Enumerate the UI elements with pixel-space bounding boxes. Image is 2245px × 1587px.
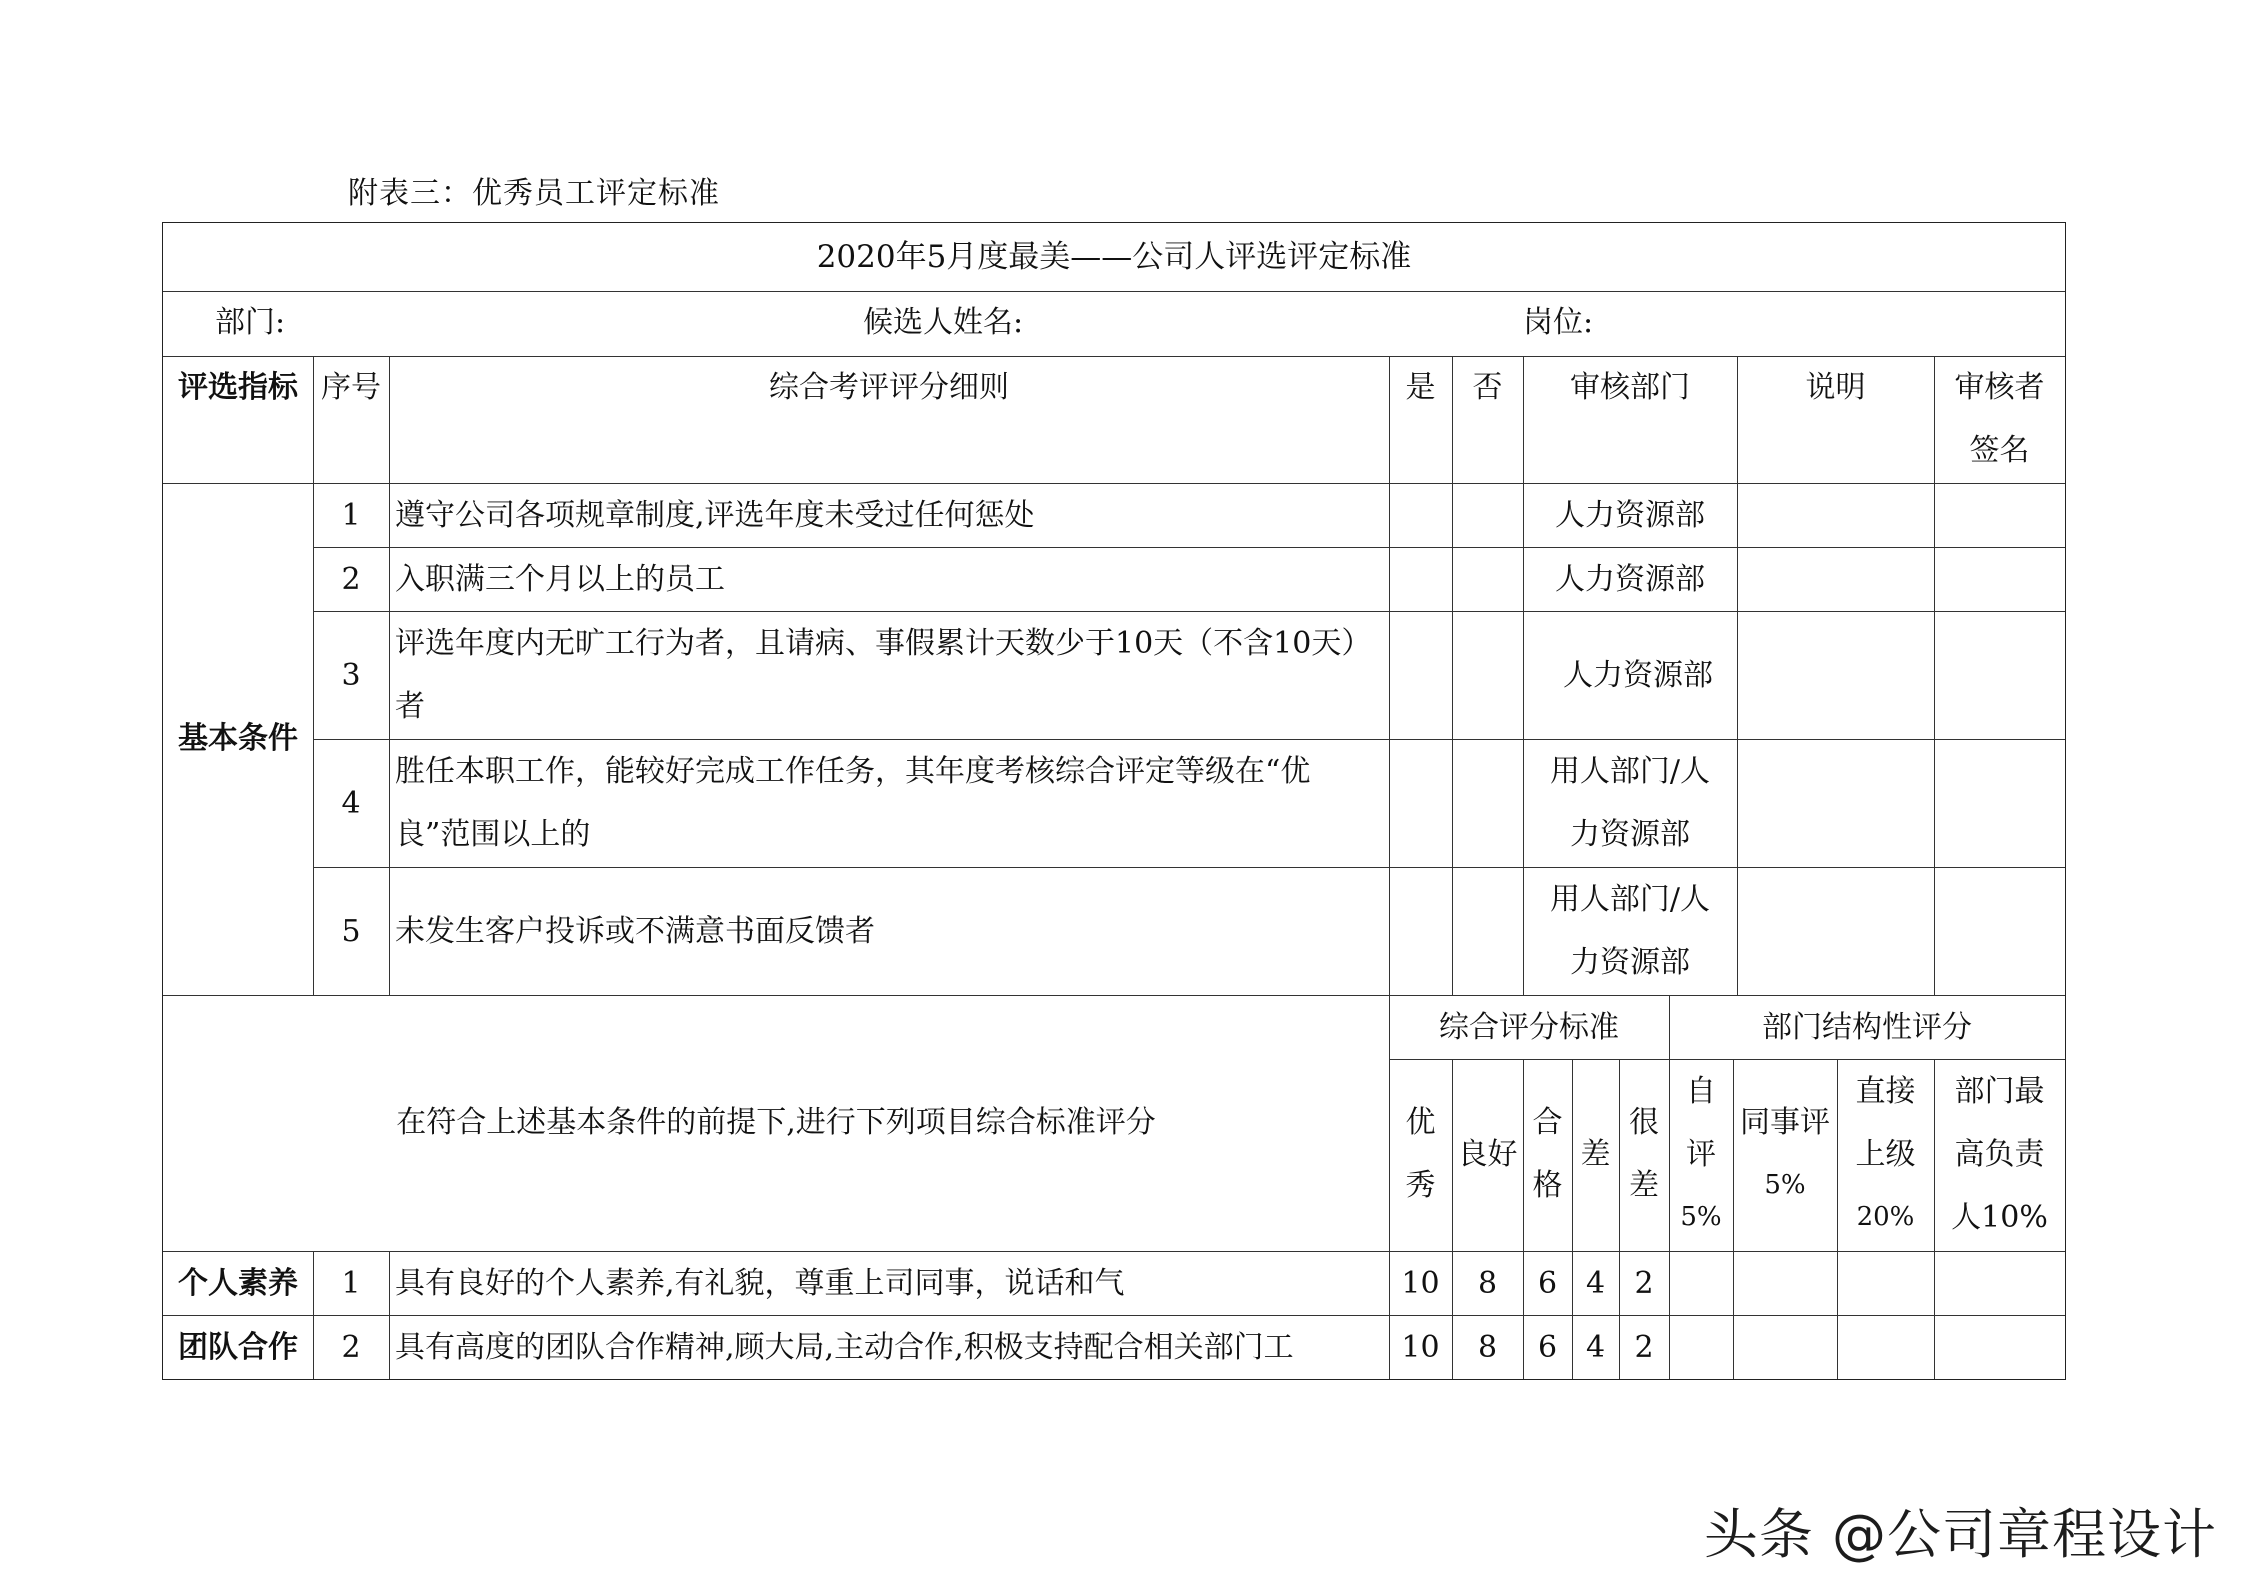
peer-eval-weight: 5%: [1764, 1170, 1806, 1200]
header-yes: 是: [1405, 370, 1436, 405]
grade-good: 良好: [1457, 1137, 1518, 1172]
review-dept-line2: 力资源部: [1570, 945, 1690, 980]
item-category: 团队合作: [178, 1330, 298, 1365]
row-divider: [163, 291, 2065, 292]
col-divider: [389, 356, 390, 995]
grade-excellent-line1: 优: [1405, 1105, 1436, 1140]
header-review-dept: 审核部门: [1570, 370, 1690, 405]
head-eval-line1: 部门最: [1954, 1074, 2045, 1109]
post-field-label: 岗位:: [1523, 305, 1594, 340]
evaluation-table: [162, 222, 2066, 1380]
boss-eval-line2: 上级: [1855, 1137, 1916, 1172]
item-text: 具有高度的团队合作精神,顾大局,主动合作,积极支持配合相关部门工: [395, 1330, 1294, 1365]
criterion-text-line2: 良”范围以上的: [395, 817, 591, 852]
criterion-text: 遵守公司各项规章制度,评选年度未受过任何惩处: [395, 498, 1035, 533]
peer-eval-line1: 同事评: [1740, 1105, 1830, 1140]
row-number: 3: [341, 658, 361, 693]
grade-very-poor-line1: 很: [1629, 1105, 1659, 1140]
review-dept-line1: 用人部门/人: [1549, 882, 1711, 917]
row-number: 1: [341, 498, 361, 533]
table-caption: 附表三：优秀员工评定标准: [348, 176, 720, 211]
row-number: 4: [341, 786, 361, 821]
head-eval-line2: 高负责: [1954, 1137, 2045, 1172]
criterion-text-line1: 胜任本职工作，能较好完成工作任务，其年度考核综合评定等级在“优: [395, 754, 1311, 789]
row-divider: [313, 867, 2065, 868]
boss-eval-line1: 直接: [1855, 1074, 1916, 1109]
boss-eval-weight: 20%: [1856, 1202, 1915, 1232]
row-number: 1: [341, 1266, 361, 1301]
premise-text: 在符合上述基本条件的前提下,进行下列项目综合标准评分: [396, 1105, 1156, 1140]
basic-conditions-label: 基本条件: [178, 721, 298, 756]
score-value: 8: [1477, 1330, 1498, 1365]
row-number: 2: [341, 562, 361, 597]
score-value: 10: [1401, 1330, 1440, 1365]
candidate-field-label: 候选人姓名:: [863, 305, 1024, 340]
col-divider: [1452, 356, 1453, 995]
watermark-text: 头条 @公司章程设计: [1703, 1503, 2217, 1566]
criterion-text: 入职满三个月以上的员工: [395, 562, 725, 597]
dept-field-label: 部门:: [215, 305, 286, 340]
grade-poor: 差: [1580, 1137, 1611, 1172]
score-value: 4: [1585, 1266, 1606, 1301]
table-title: 2020年5月度最美——公司人评选评定标准: [816, 239, 1412, 275]
score-value: 2: [1634, 1266, 1654, 1301]
score-value: 8: [1477, 1266, 1498, 1301]
review-dept: 人力资源部: [1555, 562, 1705, 597]
criterion-text-line2: 者: [395, 689, 425, 724]
col-divider: [389, 1251, 390, 1379]
grade-very-poor-line2: 差: [1629, 1168, 1659, 1203]
review-dept-line2: 力资源部: [1570, 817, 1690, 852]
grade-pass-line1: 合: [1532, 1105, 1563, 1140]
row-number: 2: [341, 1330, 361, 1365]
score-value: 10: [1401, 1266, 1440, 1301]
item-text: 具有良好的个人素养,有礼貌，尊重上司同事，说话和气: [395, 1266, 1125, 1301]
review-dept: 人力资源部: [1563, 658, 1713, 693]
score-value: 6: [1537, 1330, 1558, 1365]
review-dept-line1: 用人部门/人: [1549, 754, 1711, 789]
score-value: 6: [1537, 1266, 1558, 1301]
head-eval-line3: 人10%: [1951, 1200, 2048, 1235]
grade-excellent-line2: 秀: [1405, 1168, 1436, 1203]
score-standard-header: 综合评分标准: [1439, 1010, 1619, 1045]
self-eval-line2: 评: [1686, 1137, 1716, 1172]
grade-pass-line2: 格: [1532, 1168, 1563, 1203]
col-divider: [1389, 356, 1390, 1379]
score-value: 2: [1634, 1330, 1654, 1365]
header-no: 否: [1472, 370, 1503, 405]
row-number: 5: [341, 914, 361, 949]
self-eval-line1: 自: [1686, 1074, 1716, 1109]
score-value: 4: [1585, 1330, 1606, 1365]
criterion-text: 未发生客户投诉或不满意书面反馈者: [395, 914, 875, 949]
header-signer-line2: 签名: [1969, 433, 2030, 468]
header-note: 说明: [1805, 370, 1866, 405]
dept-structural-score-header: 部门结构性评分: [1762, 1010, 1972, 1045]
header-indicator: 评选指标: [178, 370, 298, 405]
header-detail: 综合考评评分细则: [769, 370, 1009, 405]
header-signer-line1: 审核者: [1954, 370, 2045, 405]
criterion-text-line1: 评选年度内无旷工行为者，且请病、事假累计天数少于10天（不含10天）: [395, 626, 1372, 661]
self-eval-weight: 5%: [1680, 1202, 1722, 1232]
header-seq: 序号: [321, 370, 381, 405]
review-dept: 人力资源部: [1555, 498, 1705, 533]
item-category: 个人素养: [178, 1266, 298, 1301]
